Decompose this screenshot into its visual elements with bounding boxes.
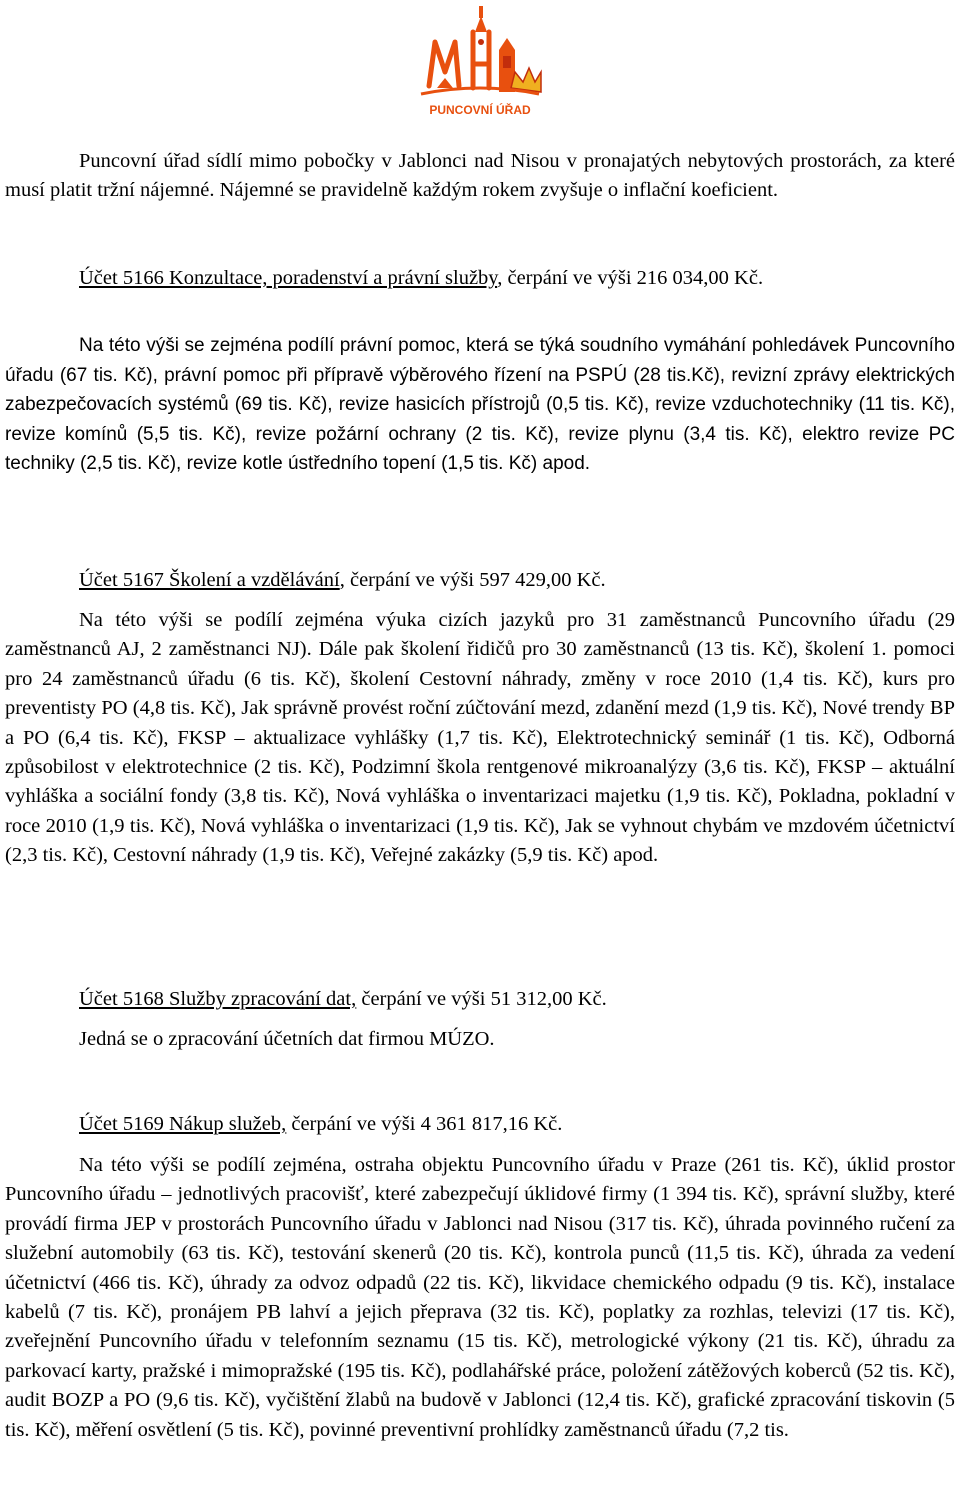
acc5166-title-rest: , čerpání ve výši 216 034,00 Kč. bbox=[497, 267, 764, 289]
acc5166-title bbox=[79, 264, 763, 292]
acc5169-title-link[interactable]: Účet 5169 Nákup služeb, bbox=[79, 1113, 287, 1135]
acc5167-body: Na této výši se podílí zejména výuka cizích jazyků pro 31 zaměstnanců Puncovního úřadu (29 zaměstnanců AJ, 2 zaměstnanci NJ). Dále pak školení řidičů pro 30 zaměstnanců (13 tis. Kč), školení 1. pomoci pro 24 zaměstnanců úřadu (6 tis. Kč), školení Cestovní náhrady, změny v roce 2010 (1,4 tis. Kč), kurs pro preventisty PO (4,8 tis. Kč), Jak správně provést roční zúčtování mezd, zdanění mezd (1,9 tis. Kč), Nové trendy BP a PO (6,4 tis. Kč), FKSP – aktualizace vyhlášky (1,7 tis. Kč), Elektrotechnický seminář (1 tis. Kč), Odborná způsobilost v elektrotechnice (2 tis. Kč), Podzimní škola rentgenové mikroanalýzy (3,6 tis. Kč), FKSP – aktuální vyhláška a sociální fondy (3,8 tis. Kč), Nová vyhláška o inventarizaci majetku (1,9 tis. Kč), Pokladna, pokladní v roce 2010 (1,9 tis. Kč), Nová vyhláška o inventarizaci (1,9 tis. Kč), Jak se vyhnout chybám ve mzdovém účetnictví (2,3 tis. Kč), Cestovní náhrady (1,9 tis. Kč), Veřejné zakázky (5,9 tis. Kč) apod. bbox=[5, 609, 955, 867]
acc5167-title bbox=[79, 566, 606, 594]
acc5167-title-rest: , čerpání ve výši 597 429,00 Kč. bbox=[339, 569, 606, 591]
acc5168-body: Jedná se o zpracování účetních dat firmou MÚZO. bbox=[79, 1028, 495, 1050]
intro-paragraph: Puncovní úřad sídlí mimo pobočky v Jablonci nad Nisou v pronajatých nebytových prostorách, za které musí platit tržní nájemné. Nájemné se pravidelně každým rokem zvyšuje o inflační koeficient. bbox=[5, 150, 955, 202]
acc5168-title-link[interactable]: Účet 5168 Služby zpracování dat, bbox=[79, 988, 357, 1010]
acc5169-title bbox=[79, 1110, 562, 1138]
acc5169-body: Na této výši se podílí zejména, ostraha objektu Puncovního úřadu v Praze (261 tis. Kč), úklid prostor Puncovního úřadu – jednotlivých pracovišť, které zabezpečují úklidové firmy (1 394 tis. Kč), správní služby, které provádí firma JEP v prostorách Puncovního úřadu v Jablonci nad Nisou (317 tis. Kč), úhrada povinného ručení za služební automobily (63 tis. Kč), testování skenerů (20 tis. Kč), kontrola punců (11,5 tis. Kč), úhrada za vedení účetnictví (466 tis. Kč), úhrady za odvoz odpadů (22 tis. Kč), likvidace chemického odpadu (9 tis. Kč), instalace kabelů (7 tis. Kč), pronájem PB lahví a jejich přeprava (32 tis. Kč), poplatky za rozhlas, televizi (17 tis. Kč), zveřejnění Puncovního úřadu v telefonním seznamu (15 tis. Kč), metrologické výkony (21 tis. Kč), úhradu za parkovací karty, pražské i mimopražské (195 tis. Kč), podlahářské práce, položení zátěžových koberců (52 tis. Kč), audit BOZP a PO (9,6 tis. Kč), vyčištění žlabů na budově v Jablonci (12,4 tis. Kč), grafické zpracování tiskovin (5 tis. Kč), měření osvětlení (5 tis. Kč), povinné preventivní prohlídky zaměstnanců úřadu (7,2 tis. bbox=[5, 1154, 955, 1441]
acc5166-body: Na této výši se zejména podílí právní pomoc, která se týká soudního vymáhání pohledávek Puncovního úřadu (67 tis. Kč), právní pomoc při přípravě výběrového řízení na PSPÚ (28 tis.Kč), revizní zprávy elektrických zabezpečovacích systémů (69 tis. Kč), revize hasicích přístrojů (0,5 tis. Kč), revize vzduchotechniky (11 tis. Kč), revize komínů (5,5 tis. Kč), revize požární ochrany (2 tis. Kč), revize plynu (3,4 tis. Kč), elektro revize PC techniky (2,5 tis. Kč), revize kotle ústředního topení (1,5 tis. Kč) apod. bbox=[5, 335, 955, 475]
logo-text: PUNCOVNÍ ÚŘAD bbox=[429, 103, 531, 117]
acc5166-title-link[interactable]: Účet 5166 Konzultace, poradenství a právní služby bbox=[79, 267, 498, 289]
acc5167-title-link[interactable]: Účet 5167 Školení a vzdělávání bbox=[79, 569, 340, 591]
acc5168-title-rest: čerpání ve výši 51 312,00 Kč. bbox=[356, 988, 607, 1010]
acc5168-title bbox=[79, 985, 607, 1013]
acc5169-title-rest: čerpání ve výši 4 361 817,16 Kč. bbox=[286, 1113, 563, 1135]
puncovni-urad-logo bbox=[415, 2, 545, 124]
